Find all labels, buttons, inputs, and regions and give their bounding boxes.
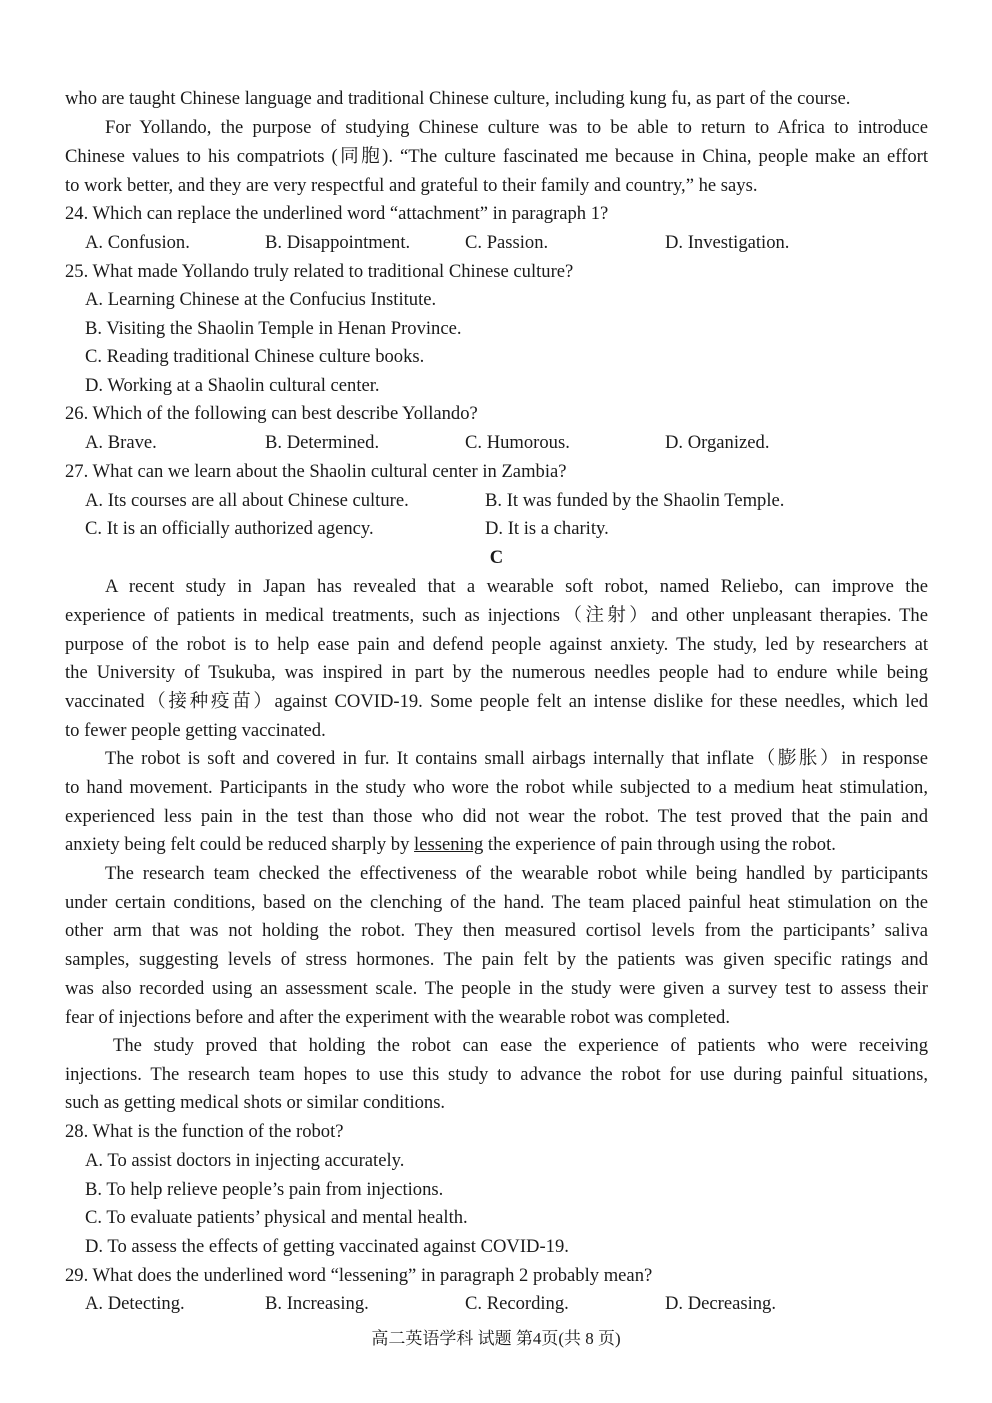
- q26-option-a[interactable]: A. Brave.: [85, 432, 157, 453]
- q24-option-c[interactable]: C. Passion.: [465, 232, 549, 253]
- q27-option-b[interactable]: B. It was funded by the Shaolin Temple.: [485, 490, 785, 511]
- q28-option-d[interactable]: D. To assess the effects of getting vaccinated against COVID-19.: [85, 1236, 569, 1257]
- passage-line: under certain conditions, based on the clenching of the hand. The team placed painful heat stimulation on the: [65, 892, 928, 913]
- q29-option-b[interactable]: B. Increasing.: [265, 1293, 369, 1314]
- passage-line: The research team checked the effectiveness of the wearable robot while being handled by participants: [105, 863, 928, 884]
- q26-option-b[interactable]: B. Determined.: [265, 432, 380, 453]
- q28-option-c[interactable]: C. To evaluate patients’ physical and mental health.: [85, 1207, 468, 1228]
- section-heading: C: [489, 547, 504, 568]
- q24-option-d[interactable]: D. Investigation.: [665, 232, 790, 253]
- q27-option-d[interactable]: D. It is a charity.: [485, 518, 609, 539]
- question-24-stem: 24. Which can replace the underlined word “attachment” in paragraph 1?: [65, 203, 609, 224]
- q28-option-a[interactable]: A. To assist doctors in injecting accurately.: [85, 1150, 405, 1171]
- passage-text: the experience of pain through using the robot.: [483, 834, 836, 855]
- passage-line: injections. The research team hopes to use this study to advance the robot for use during painful situations,: [65, 1064, 928, 1085]
- passage-line: Chinese values to his compatriots (同胞). “The culture fascinated me because in China, people make an effort: [65, 146, 928, 167]
- q26-option-c[interactable]: C. Humorous.: [465, 432, 570, 453]
- passage-line: who are taught Chinese language and traditional Chinese culture, including kung fu, as part of the course.: [65, 88, 851, 109]
- passage-line: purpose of the robot is to help ease pain and defend people against anxiety. The study, led by researchers at: [65, 634, 928, 655]
- page-footer: 高二英语学科 试题 第4页(共 8 页): [371, 1329, 621, 1348]
- passage-line: For Yollando, the purpose of studying Chinese culture was to be able to return to Africa to introduce: [105, 117, 928, 138]
- passage-line: other arm that was not holding the robot. They then measured cortisol levels from the participants’ saliva: [65, 920, 928, 941]
- q26-option-d[interactable]: D. Organized.: [665, 432, 770, 453]
- q25-option-c[interactable]: C. Reading traditional Chinese culture books.: [85, 346, 425, 367]
- q29-option-d[interactable]: D. Decreasing.: [665, 1293, 776, 1314]
- q25-option-d[interactable]: D. Working at a Shaolin cultural center.: [85, 375, 380, 396]
- passage-line: to fewer people getting vaccinated.: [65, 720, 326, 741]
- question-27-stem: 27. What can we learn about the Shaolin cultural center in Zambia?: [65, 461, 567, 482]
- passage-line: vaccinated（接种疫苗）against COVID-19. Some people felt an intense dislike for these needles, which led: [65, 691, 928, 712]
- passage-line: The robot is soft and covered in fur. It contains small airbags internally that inflate（膨胀）in response: [105, 748, 928, 769]
- question-28-stem: 28. What is the function of the robot?: [65, 1121, 344, 1142]
- question-25-stem: 25. What made Yollando truly related to traditional Chinese culture?: [65, 261, 574, 282]
- q28-option-b[interactable]: B. To help relieve people’s pain from injections.: [85, 1179, 444, 1200]
- passage-text: anxiety being felt could be reduced sharply by: [65, 834, 415, 855]
- passage-line: [65, 830, 928, 859]
- question-29-stem: 29. What does the underlined word “lessening” in paragraph 2 probably mean?: [65, 1265, 653, 1286]
- q25-option-a[interactable]: A. Learning Chinese at the Confucius Institute.: [85, 289, 437, 310]
- passage-line: the University of Tsukuba, was inspired in part by the numerous needles people had to endure while being: [65, 662, 928, 683]
- passage-line: to hand movement. Participants in the study who wore the robot while subjected to a medium heat stimulation,: [65, 777, 928, 798]
- underlined-word: lessening: [414, 834, 484, 855]
- passage-line: The study proved that holding the robot can ease the experience of patients who were receiving: [113, 1035, 928, 1056]
- passage-line: experience of patients in medical treatments, such as injections（注射）and other unpleasant therapies. The: [65, 605, 928, 626]
- q25-option-b[interactable]: B. Visiting the Shaolin Temple in Henan Province.: [85, 318, 462, 339]
- passage-line: fear of injections before and after the experiment with the wearable robot was completed.: [65, 1007, 730, 1028]
- q27-option-c[interactable]: C. It is an officially authorized agency.: [85, 518, 374, 539]
- q29-option-c[interactable]: C. Recording.: [465, 1293, 569, 1314]
- passage-line: A recent study in Japan has revealed that a wearable soft robot, named Reliebo, can improve the: [105, 576, 928, 597]
- passage-line: to work better, and they are very respectful and grateful to their family and country,” he says.: [65, 175, 758, 196]
- q29-option-a[interactable]: A. Detecting.: [85, 1293, 185, 1314]
- passage-line: was also recorded using an assessment scale. The people in the study were given a survey test to assess their: [65, 978, 928, 999]
- question-26-stem: 26. Which of the following can best describe Yollando?: [65, 403, 478, 424]
- passage-line: such as getting medical shots or similar conditions.: [65, 1092, 446, 1113]
- q27-option-a[interactable]: A. Its courses are all about Chinese culture.: [85, 490, 409, 511]
- q24-option-a[interactable]: A. Confusion.: [85, 232, 190, 253]
- q24-option-b[interactable]: B. Disappointment.: [265, 232, 411, 253]
- passage-line: experienced less pain in the test than those who did not wear the robot. The test proved that the pain and: [65, 806, 928, 827]
- passage-line: samples, suggesting levels of stress hormones. The pain felt by the patients was given specific ratings and: [65, 949, 928, 970]
